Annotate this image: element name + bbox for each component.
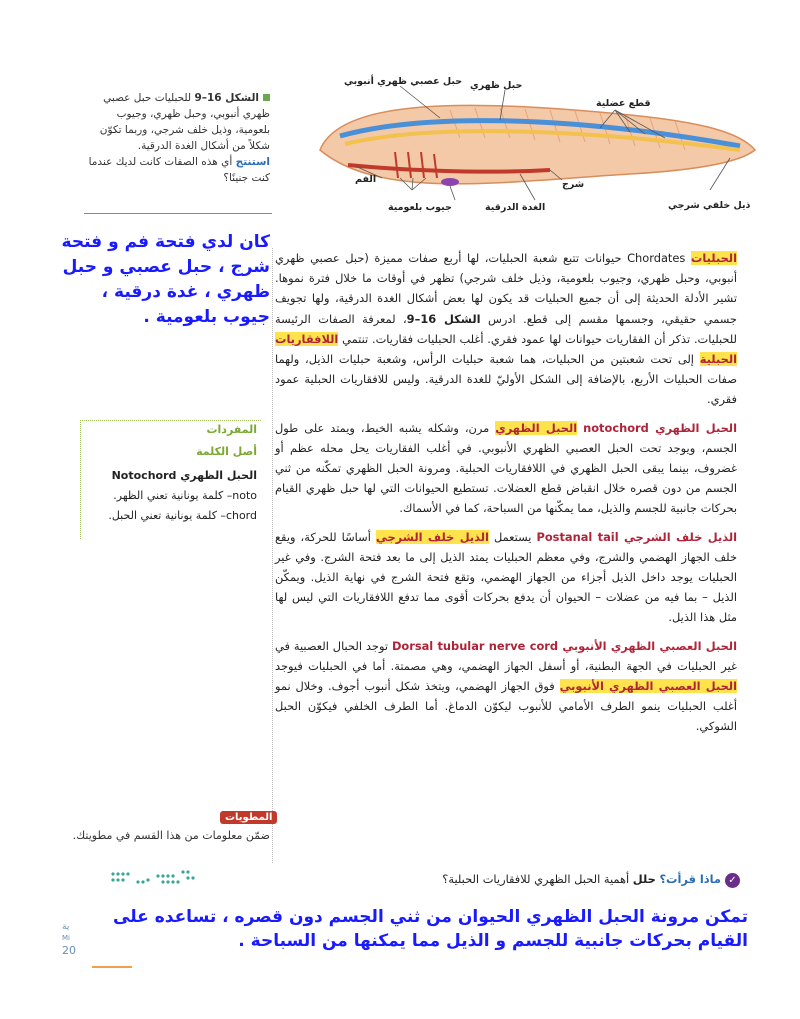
term-invertebrate-chordates: اللافقاريات الحبلية xyxy=(275,331,737,367)
page-fragment-3: 20 xyxy=(62,944,76,957)
column-divider xyxy=(272,248,273,863)
term-chordates: الحبليات xyxy=(690,251,737,265)
handwritten-answer-1: كان لدي فتحة فم و فتحة شرج ، حبل عصبي و حبل ظهري ، غدة درقية ، جيوب بلعومية . xyxy=(61,232,270,327)
reading-check-question: أهمية الحبل الظهري للافقاريات الحبلية؟ xyxy=(442,872,633,886)
label-anus: شرج xyxy=(562,179,585,190)
foldables-text: ضمّن معلومات من هذا القسم في مطويتك. xyxy=(72,829,270,842)
heading-notochord: الحبل الظهري notochord xyxy=(583,420,737,435)
handwritten-answer-2: تمكن مرونة الحبل الظهري الحيوان من ثني الجسم دون قصره ، تساعده على القيام بحركات جانبية للجسم و الذيل مما يمكنها من السباحة . xyxy=(113,907,748,951)
figure-caption xyxy=(84,90,270,186)
reading-check-verb: حلل xyxy=(632,872,656,886)
vocab-subtitle: أصل الكلمة xyxy=(196,445,257,458)
heading-postanal-tail: الذيل خلف الشرجي Postanal tail xyxy=(536,529,738,544)
label-muscle-segments: قطع عضلية xyxy=(596,98,651,109)
bullet-square-icon xyxy=(263,94,270,101)
main-text xyxy=(275,248,737,745)
vocab-word: الحبل الظهري Notochord xyxy=(111,469,257,482)
paragraph-notochord: الحبل الظهري notochord الحبل الظهري مرن، وشكله يشبه الخيط، ويمتد على طول الجسم، ويوجد تحت الحبل العصبي الظهري الأنبوبي. في أغلب الفقاريات يحل محله عظم أو غضروف، بينما يبقى الحبل الظهري في اللافقاريات الحبلية. ومرونة الحبل الظهري تمكّنه من ثني الجسم من دون قصره خلال انقباض قطع العضلات. تستطيع الحيوانات التي لها حبل ظهري القيام بحركات جانبية للجسم والذيل، مما يمكّنها من السباحة، كما في الأسماك. xyxy=(275,420,737,516)
page-fragment-2: Mi xyxy=(62,934,70,942)
checkmark-icon: ✓ xyxy=(725,873,740,888)
vocab-title: المفردات xyxy=(206,423,257,436)
decorative-line xyxy=(92,966,132,968)
label-pharyngeal-pouches: جيوب بلعومية xyxy=(388,202,452,213)
label-postanal-tail: ذيل خلفي شرجي xyxy=(668,200,751,211)
infer-text: أي هذه الصفات كانت لديك عندما كنت جنينًا؟ xyxy=(88,156,270,184)
label-notochord: حبل ظهري xyxy=(470,80,523,91)
paragraph-postanal-tail: الذيل خلف الشرجي Postanal tail يستعمل الذيل خلف الشرجي أساسًا للحركة، ويقع خلف الجهاز الهضمي والشرج، وفي معظم الحبليات يمتد الذيل إلى ما بعد فتحة الشرج. وفي غير الحبليات يوجد داخل الذيل أجزاء من الجهاز الهضمي، وتقع فتحة الشرج في نهاية الذيل. ويمكّن الذيل – بما فيه من عضلات – الحيوان أن يدفع بحركات أقوى مما تدفع اللافقاريات التي ليس لها مثل هذا الذيل. xyxy=(275,529,738,625)
vocab-line-2: chord– كلمة يونانية تعني الحبل. xyxy=(108,509,257,522)
ministry-logo-icon xyxy=(108,868,198,888)
vocabulary-box xyxy=(80,420,261,539)
caption-divider xyxy=(84,213,272,214)
reading-check xyxy=(300,872,740,888)
foldables-badge: المطويات xyxy=(220,811,277,824)
page-fragment-1: ية xyxy=(62,922,70,932)
paragraph-nerve-cord: الحبل العصبي الظهري الأنبوبي Dorsal tubular nerve cord توجد الحبال العصبية في غير الحبليات في الجهة البطنية، أو أسفل الجهاز الهضمي، وهي مصمتة. أما في الحبليات فيوجد الحبل العصبي الظهري الأنبوبي فوق الجهاز الهضمي، ويتخذ شكل أنبوب أجوف. وخلال نمو أغلب الحبليات ينمو الطرف الأمامي للأنبوب ليكوّن الدماغ. أما الطرف الخلفي فيكوّن الحبل الشوكي. xyxy=(275,638,737,734)
figure-caption-text: للحبليات حبل عصبي ظهري أنبوبي، وحبل ظهري، وجيوب بلعومية، وذيل خلف شرجي، وربما تكوّن شكلاً من أشكال الغدة الدرقية. xyxy=(99,92,270,152)
label-nerve-cord: حبل عصبي ظهري أنبوبي xyxy=(344,76,463,87)
label-thyroid: الغدة الدرقية xyxy=(485,202,546,213)
chordate-diagram xyxy=(300,70,770,230)
vocab-line-1: noto– كلمة يونانية تعني الظهر. xyxy=(113,489,257,502)
reading-check-label: ماذا قرأت؟ xyxy=(659,872,721,886)
label-mouth: الفم xyxy=(355,174,377,185)
paragraph-chordates: الحبليات Chordates حيوانات تتبع شعبة الحبليات، لها أربع صفات مميزة (حبل عصبي ظهري أنبوبي، وحبل ظهري، وجيوب بلعومية، وذيل خلف شرجي) تظهر في أوقات ما خلال فترة نموها. تشير الأدلة الحديثة إلى أن جميع الحبليات قد يكون لها بعض أشكال الغدة الدرقية، ولها تجويف جسمي حقيقي، وجسمها مقسم إلى قطع. ادرس الشكل 16–9، لمعرفة الصفات الرئيسة للحبليات. تذكر أن الفقاريات حيوانات لها عمود فقري. أغلب الحبليات فقاريات. تنتمي اللافقاريات الحبلية إلى تحت شعبتين من الحبليات، هما شعبة حبليات الرأس، وشعبة حبليات الذيل، ولهما صفات الحبليات الأربع، بالإضافة إلى الشكل الأوليّ للغدة الدرقية. وليس للافقاريات الحبلية عمود فقري. xyxy=(275,251,737,407)
heading-nerve-cord: الحبل العصبي الظهري الأنبوبي Dorsal tubular nerve cord xyxy=(391,638,737,653)
figure-label: الشكل 16–9 xyxy=(194,92,259,104)
infer-label: استنتج xyxy=(235,156,270,168)
figure-reference: الشكل 16–9 xyxy=(406,311,481,326)
